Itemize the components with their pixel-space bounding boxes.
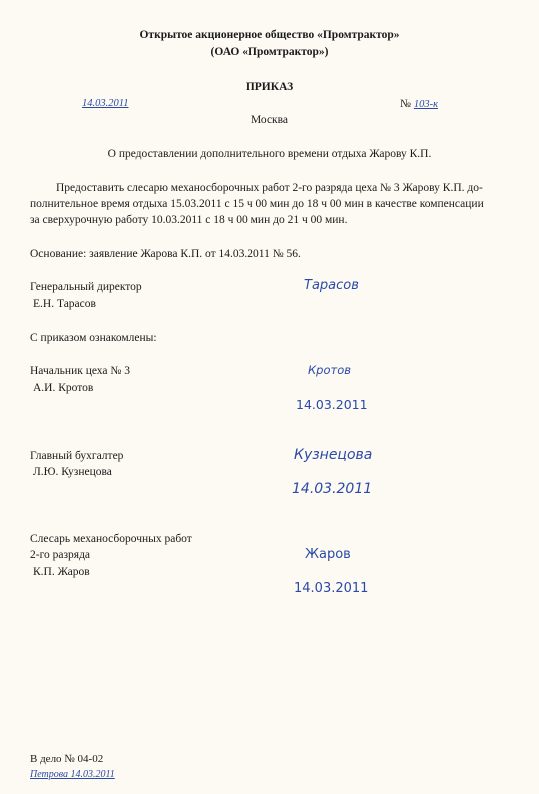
signer-2-signature: Кузнецова [294, 447, 373, 463]
signer-3-title-line-1: Слесарь механосборочных работ [30, 533, 192, 545]
number-sign: № [400, 98, 411, 110]
signer-1-name: А.И. Кротов [33, 382, 94, 394]
director-name: Е.Н. Тарасов [33, 298, 96, 310]
signer-2-title: Главный бухгалтер [30, 450, 124, 462]
signer-3-name: К.П. Жаров [33, 566, 90, 578]
acknowledged-label: С приказом ознакомлены: [30, 332, 157, 344]
signer-2-date: 14.03.2011 [292, 481, 373, 497]
body-line-1: Предоставить слесарю механосборочных работ 2-го разряда цеха № 3 Жарову К.П. до- [56, 182, 483, 194]
clerk-signature: Петрова 14.03.2011 [30, 769, 115, 780]
signer-1-signature: Кротов [308, 363, 352, 377]
signer-3-title-line-2: 2-го разряда [30, 549, 91, 561]
file-note: В дело № 04-02 [30, 753, 104, 765]
signer-1-title: Начальник цеха № 3 [30, 365, 130, 377]
signer-2-name: Л.Ю. Кузнецова [33, 466, 112, 478]
order-number [400, 97, 438, 112]
director-signature: Тарасов [304, 278, 359, 293]
order-date: 14.03.2011 [82, 98, 129, 109]
city: Москва [250, 114, 289, 126]
organization-short-name: (ОАО «Промтрактор») [210, 46, 329, 58]
director-title: Генеральный директор [30, 281, 142, 293]
order-subject: О предоставлении дополнительного времени отдыха Жарову К.П. [107, 148, 432, 160]
signer-1-date: 14.03.2011 [296, 397, 368, 412]
basis-line: Основание: заявление Жарова К.П. от 14.03.2011 № 56. [30, 248, 301, 260]
signer-3-date: 14.03.2011 [294, 581, 369, 596]
document-type: ПРИКАЗ [245, 81, 294, 93]
organization-name: Открытое акционерное общество «Промтрактор» [139, 29, 400, 41]
body-line-2: полнительное время отдыха 15.03.2011 с 15 ч 00 мин до 18 ч 00 мин в качестве компенсации [30, 198, 484, 210]
order-number-value: 103-к [413, 99, 439, 110]
signer-3-signature: Жаров [305, 547, 351, 562]
body-line-3: за сверхурочную работу 10.03.2011 с 18 ч 00 мин до 21 ч 00 мин. [30, 214, 348, 226]
